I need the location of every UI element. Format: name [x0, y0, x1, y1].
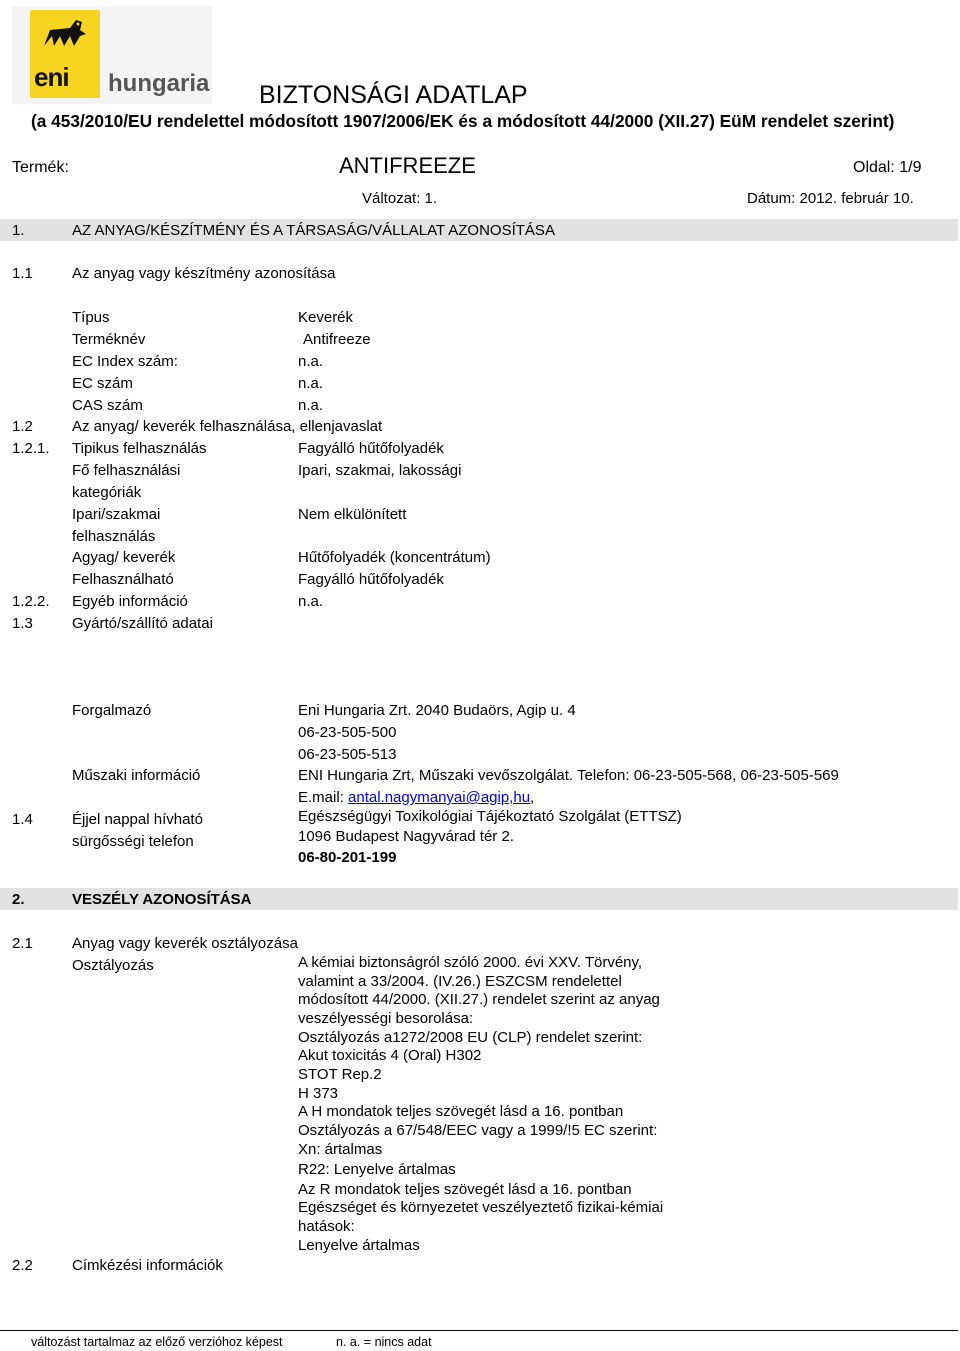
field-label: Osztályozás — [72, 957, 154, 974]
section-1-3-number: 1.3 — [12, 615, 33, 632]
field-label: EC Index szám: — [72, 353, 178, 370]
section-1-2-number: 1.2 — [12, 418, 33, 435]
section-2-2-title: Címkézési információk — [72, 1257, 223, 1274]
classification-line: Osztályozás a 67/548/EEC vagy a 1999/!5 EC szerint: — [298, 1122, 658, 1139]
footer-divider — [0, 1330, 958, 1331]
field-value: n.a. — [298, 397, 324, 414]
field-label: Egyéb információ — [72, 593, 188, 610]
classification-line: valamint a 33/2004. (IV.26.) ESZCSM rendelettel — [298, 973, 622, 990]
email-link[interactable]: antal. — [348, 789, 385, 806]
field-value: Eni Hungaria Zrt. 2040 Budaörs, Agip u. 4 — [298, 702, 576, 719]
field-label: Típus — [72, 309, 110, 326]
classification-line: veszélyességi besorolása: — [298, 1010, 474, 1027]
field-label: CAS szám — [72, 397, 143, 414]
field-label: felhasználás — [72, 528, 156, 545]
version-label: Változat: 1. — [362, 190, 438, 207]
field-label: Műszaki információ — [72, 767, 201, 784]
field-label: Ipari/szakmai — [72, 506, 161, 523]
document-subtitle: (a 453/2010/EU rendelettel módosított 1907/2006/EK és a módosított 44/2000 (XII.27) EüM rendelet szerint) — [31, 111, 895, 131]
field-value: n.a. — [298, 353, 324, 370]
field-value: Nem elkülönített — [298, 506, 407, 523]
section-2-1-number: 2.1 — [12, 935, 33, 952]
phone-number: 06-23-505-500 — [298, 724, 397, 741]
field-value: Keverék — [298, 309, 354, 326]
section-2-title: VESZÉLY AZONOSÍTÁSA — [72, 891, 252, 908]
classification-line: H 373 — [298, 1085, 339, 1102]
section-2-1-title: Anyag vagy keverék osztályozása — [72, 935, 298, 952]
section-1-2-title: Az anyag/ keverék felhasználása, ellenjavaslat — [72, 418, 383, 435]
field-value: Egészségügyi Toxikológiai Tájékoztató Szolgálat (ETTSZ) — [298, 808, 682, 825]
product-name: ANTIFREEZE — [339, 153, 476, 178]
field-label: Terméknév — [72, 331, 146, 348]
field-label: Éjjel nappal hívható — [72, 811, 203, 828]
field-label: Fő felhasználási — [72, 462, 181, 479]
field-value: Fagyálló hűtőfolyadék — [298, 440, 444, 457]
section-1-title: AZ ANYAG/KÉSZÍTMÉNY ÉS A TÁRSASÁG/VÁLLALAT AZONOSÍTÁSA — [72, 222, 555, 239]
section-2-2-number: 2.2 — [12, 1257, 33, 1274]
email-link[interactable]: nagymanyai@agip,hu — [384, 789, 531, 806]
field-value: Antifreeze — [303, 331, 371, 348]
field-label: kategóriák — [72, 484, 142, 501]
six-legged-dog-icon — [40, 16, 90, 56]
field-value: Ipari, szakmai, lakossági — [298, 462, 462, 479]
classification-line: Az R mondatok teljes szövegét lásd a 16. pontban — [298, 1181, 632, 1198]
section-2-number: 2. — [12, 891, 25, 908]
classification-line: Lenyelve ártalmas — [298, 1237, 420, 1254]
emergency-phone: 06-80-201-199 — [298, 849, 397, 866]
field-value: n.a. — [298, 593, 324, 610]
section-1-1-title: Az anyag vagy készítmény azonosítása — [72, 265, 336, 282]
classification-line: hatások: — [298, 1218, 355, 1235]
email-line — [298, 789, 534, 807]
classification-line: Akut toxicitás 4 (Oral) H302 — [298, 1047, 482, 1064]
classification-line: A kémiai biztonságról szóló 2000. évi XXV. Törvény, — [298, 954, 643, 971]
field-label: Felhasználható — [72, 571, 174, 588]
field-value: ENI Hungaria Zrt, Műszaki vevőszolgálat. Telefon: 06-23-505-568, 06-23-505-569 — [298, 767, 839, 784]
field-value: Hűtőfolyadék (koncentrátum) — [298, 549, 491, 566]
field-label: Agyag/ keverék — [72, 549, 176, 566]
section-1-number: 1. — [12, 222, 25, 239]
field-value: Fagyálló hűtőfolyadék — [298, 571, 444, 588]
logo-brand: eni — [34, 62, 69, 92]
field-value: 1096 Budapest Nagyvárad tér 2. — [298, 828, 514, 845]
document-title: BIZTONSÁGI ADATLAP — [259, 81, 528, 109]
section-1-2-2-number: 1.2.2. — [12, 593, 50, 610]
classification-line: Egészséget és környezetet veszélyeztető fizikai-kémiai — [298, 1199, 664, 1216]
classification-line: módosított 44/2000. (XII.27.) rendelet szerint az anyag — [298, 991, 660, 1008]
page-number: Oldal: 1/9 — [853, 159, 922, 176]
eni-hungaria-logo — [12, 6, 212, 104]
section-1-3-title: Gyártó/szállító adatai — [72, 615, 213, 632]
date-label: Dátum: 2012. február 10. — [747, 190, 914, 207]
field-label: Tipikus felhasználás — [72, 440, 207, 457]
field-label: EC szám — [72, 375, 133, 392]
classification-line: A H mondatok teljes szövegét lásd a 16. pontban — [298, 1103, 624, 1120]
logo-sub: hungaria — [108, 70, 210, 97]
section-1-1-number: 1.1 — [12, 265, 33, 282]
footer-legend: n. a. = nincs adat — [336, 1335, 432, 1349]
product-label: Termék: — [12, 159, 69, 176]
section-1-2-1-number: 1.2.1. — [12, 440, 50, 457]
email-prefix: E.mail: — [298, 789, 349, 806]
field-value: n.a. — [298, 375, 324, 392]
classification-line: R22: Lenyelve ártalmas — [298, 1161, 456, 1178]
classification-line: Xn: ártalmas — [298, 1141, 383, 1158]
classification-line: Osztályozás a1272/2008 EU (CLP) rendelet szerint: — [298, 1029, 643, 1046]
classification-line: STOT Rep.2 — [298, 1066, 382, 1083]
field-label: Forgalmazó — [72, 702, 152, 719]
phone-number: 06-23-505-513 — [298, 746, 397, 763]
field-label: sürgősségi telefon — [72, 833, 194, 850]
footer-note: változást tartalmaz az előző verzióhoz képest — [31, 1335, 283, 1349]
section-1-4-number: 1.4 — [12, 811, 33, 828]
email-suffix: , — [530, 789, 535, 806]
